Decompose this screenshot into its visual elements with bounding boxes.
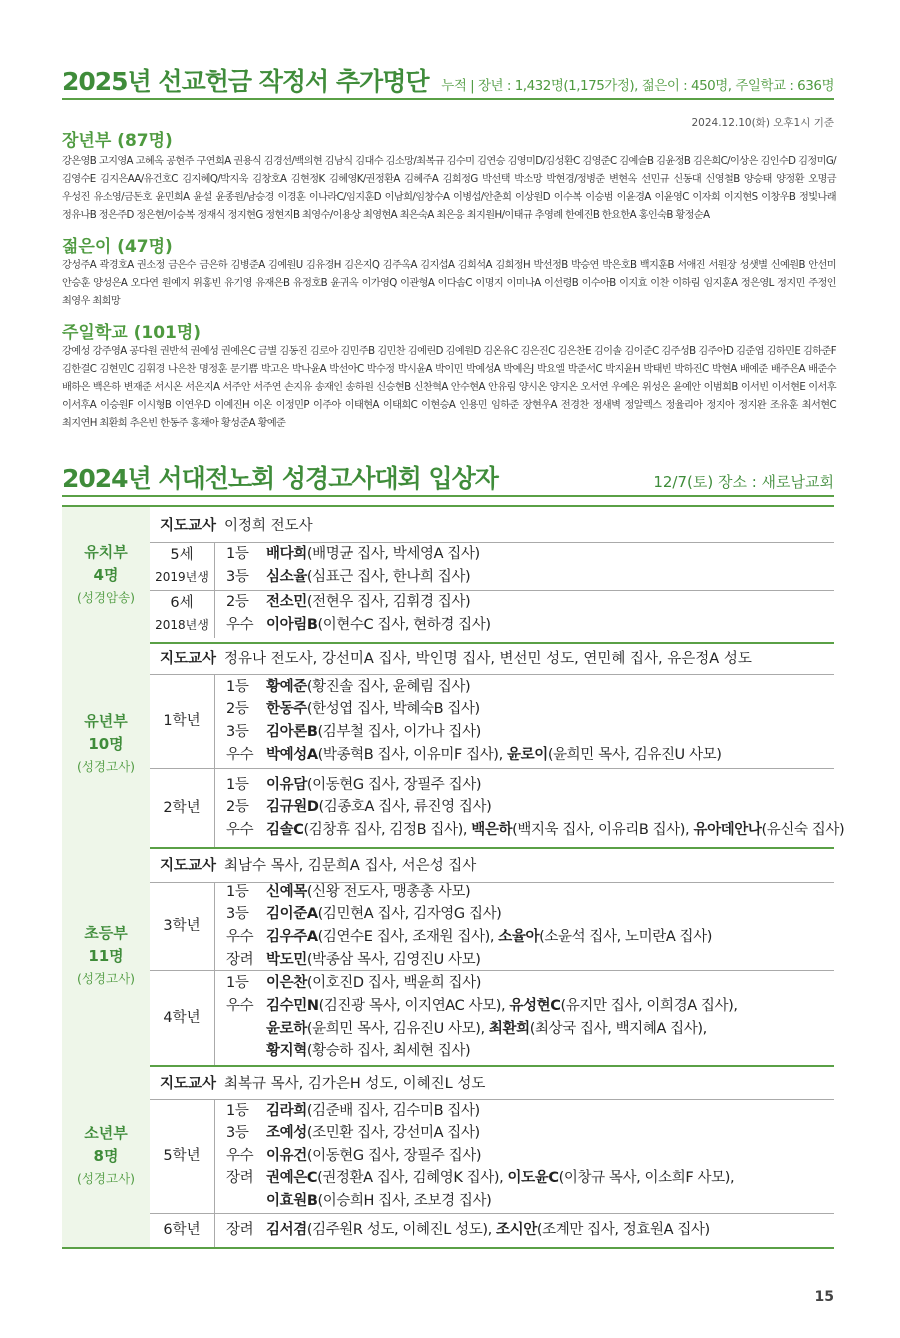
section1-header — [62, 58, 834, 100]
leader-row — [150, 640, 834, 675]
winner-parents: (윤희민 목사, 김유진U 사모), — [306, 1020, 489, 1037]
leader-row — [150, 847, 834, 883]
award-rank: 우수 — [226, 997, 254, 1014]
dept-block — [62, 847, 834, 1067]
grade-row — [150, 1213, 834, 1247]
dept-type: (성경고사) — [76, 758, 136, 774]
award-winners — [266, 1219, 710, 1242]
winner-name: 유아데안나 — [693, 821, 762, 838]
winner-name: 김규원D — [266, 799, 319, 816]
award-rank: 1등 — [226, 883, 249, 900]
dept-name: 유치부 — [84, 542, 128, 561]
dept-count: 4명 — [93, 565, 119, 584]
winner-name: 박도민 — [266, 951, 307, 968]
dept-label-cell — [62, 847, 150, 1065]
winner-name: 신예목 — [266, 883, 307, 900]
leader-names: 최남수 목사, 김문희A 집사, 서은성 집사 — [224, 858, 477, 874]
award-line — [226, 972, 834, 995]
winner-parents: (김진광 목사, 이지연AC 사모), — [318, 997, 510, 1014]
leader-label: 지도교사 — [160, 518, 217, 534]
award-winners — [266, 1190, 491, 1213]
award-rank — [226, 1190, 266, 1213]
winner-parents: (황진솔 집사, 윤혜림 집사) — [306, 678, 471, 695]
leader-cell — [160, 507, 313, 542]
section2-subtitle: 12/7(토) 장소 : 새로남교회 — [653, 473, 834, 491]
winner-name: 김우주A — [266, 929, 318, 945]
award-rank: 장려 — [226, 1221, 254, 1238]
award-rank: 1등 — [226, 1102, 249, 1119]
group-title-adult: 장년부 (87명) — [62, 131, 173, 151]
winner-parents: (이현수C 집사, 현하경 집사) — [317, 617, 491, 633]
winner-name: 이도윤C — [507, 1170, 559, 1187]
award-winners — [266, 1100, 480, 1123]
grade-cell — [150, 1213, 215, 1247]
dept-name: 소년부 — [84, 1124, 128, 1142]
winner-name: 이은찬 — [266, 975, 307, 992]
winner-parents: (신왕 전도사, 맹총총 사모) — [306, 883, 471, 900]
award-rank: 우수 — [226, 617, 254, 633]
winner-name: 권예은C — [266, 1170, 318, 1187]
winner-name: 이아림B — [266, 617, 318, 633]
winner-name: 이유건 — [266, 1147, 307, 1164]
group-title-sunday-school: 주일학교 (101명) — [62, 323, 202, 343]
award-line — [226, 1190, 834, 1213]
winner-parents: (김연수E 집사, 조재원 집사), — [317, 929, 499, 945]
grade-label: 3학년 — [163, 918, 201, 934]
winner-parents: (이동현G 집사, 장필주 집사) — [306, 1147, 482, 1164]
winner-name: 윤로하 — [266, 1020, 307, 1037]
award-winners — [266, 591, 470, 614]
award-rank: 3등 — [226, 724, 249, 740]
award-winners — [266, 1167, 734, 1190]
group-names-youth: 강성주A 곽경호A 권소정 금은수 금은하 김병준A 김예원U 김유경H 김은지Q 김주옥A 김지섭A 김희석A 김희정H 박선정B 박승연 박은호B 백지훈B 서애진 서원장 성샛별 신예원B 안선미 안승훈 양성은A 오다연 원예지 위홍빈 유기영 유재은B 유정호B 윤귀옥 이가영Q 이관형A 이다솜C 이명지 이미나A 이선령B 이수아B 이지효 이찬 이하림 임지훈A 정은영L 정지민 주정인 최영우 최희망 — [62, 260, 836, 307]
award-line — [226, 676, 834, 699]
winner-name: 황지혁 — [266, 1043, 307, 1060]
award-line — [226, 796, 834, 819]
grade-birth-year: 2018년생 — [155, 618, 209, 632]
award-rank: 우수 — [226, 746, 254, 763]
leader-cell — [160, 1065, 485, 1099]
award-line — [226, 1018, 834, 1041]
award-line — [226, 543, 834, 566]
group-names-sunday-school: 강예성 강주영A 공다원 권반석 권예성 권예은C 금별 김동진 김로아 김민주B 김민찬 김예린D 김예원D 김온유C 김은진C 김은찬E 김이솔 김이준C 김주성B 김주아D 김준엽 김하민E 김하준F 김한결C 김현민C 김휘경 나은찬 명정훈 문기쁨 박고은 박나윤A 박선아C 박수정 박시윤A 박이민 박예성A 박예은J 박요엘 박준서C 박지윤H 박태빈 박하진C 박현A 배예준 배주은A 배준수 배하은 백은하 변재준 서시온 서은지A 서주안 서주연 손지유 송재인 송하원 신승현B 신찬혁A 안수현A 안유림 양시온 양지온 오서연 우예은 위성은 윤예안 이범희B 이서빈 이서현E 이서후 이서후A 이승원F 이시형B 이연우D 이예진H 이온 이정민P 이주아 이태현A 이태희C 이현승A 인용민 임하준 장현우A 전경찬 정새벽 정알렉스 정율리아 정지아 정지완 조유훈 최서현C 최지연H 최환희 추은빈 한동주 홍채아 황성준A 황예준 — [62, 346, 836, 429]
award-winners — [266, 676, 470, 699]
award-line — [226, 926, 834, 949]
grade-row — [150, 882, 834, 971]
section1-summary: 누적 | 장년 : 1,432명(1,175가정), 젊은이 : 450명, 주일학교 : 636명 — [441, 78, 834, 94]
award-winners — [266, 543, 480, 566]
grade-cell — [150, 970, 215, 1065]
leader-label: 지도교사 — [160, 1075, 217, 1092]
grade-cell — [150, 882, 215, 970]
awards-cell — [226, 1099, 834, 1213]
award-rank: 3등 — [226, 1125, 249, 1142]
winner-name: 김수민N — [266, 997, 319, 1014]
awards-cell — [226, 768, 845, 847]
award-line — [226, 1145, 834, 1168]
dept-label-cell — [62, 507, 150, 642]
awards-cell — [226, 882, 834, 970]
award-winners — [266, 698, 480, 721]
dept-name: 초등부 — [84, 924, 128, 942]
award-rank: 2등 — [226, 799, 249, 816]
winner-name: 심소율 — [266, 569, 307, 585]
leader-names: 최복규 목사, 김가은H 성도, 이혜진L 성도 — [224, 1075, 486, 1092]
award-winners — [266, 1145, 481, 1168]
grade-label: 1학년 — [163, 713, 201, 729]
award-rank: 2등 — [226, 594, 249, 611]
winner-parents: (이호진D 집사, 백윤희 집사) — [306, 975, 482, 992]
grade-label: 5학년 — [163, 1148, 201, 1164]
winner-parents: (박종삼 목사, 김영진U 사모) — [306, 951, 481, 968]
grade-birth-year: 2019년생 — [155, 570, 209, 584]
winner-parents: (김주원R 성도, 이혜진L 성도), — [306, 1221, 497, 1238]
award-line — [226, 995, 834, 1018]
award-rank: 3등 — [226, 906, 249, 923]
leader-cell — [160, 847, 476, 882]
winner-parents: (심표근 집사, 한나희 집사) — [306, 569, 471, 585]
award-winners — [266, 1040, 470, 1063]
grade-label: 6학년 — [163, 1222, 201, 1238]
dept-label-cell — [62, 640, 150, 847]
leader-label: 지도교사 — [160, 858, 217, 874]
dept-type: (성경고사) — [76, 1171, 136, 1186]
winner-parents: (조계만 집사, 정효원A 집사) — [536, 1221, 710, 1238]
award-rank: 1등 — [226, 975, 249, 992]
award-winners — [266, 881, 470, 904]
award-rank: 2등 — [226, 701, 249, 718]
award-line — [226, 903, 834, 926]
dept-name: 유년부 — [84, 711, 128, 730]
award-winners — [266, 796, 491, 819]
winner-parents: (권정환A 집사, 김혜영K 집사), — [317, 1170, 508, 1187]
award-line — [226, 881, 834, 904]
award-line — [226, 1100, 834, 1123]
leader-cell — [160, 640, 752, 674]
grade-cell — [150, 1099, 215, 1213]
award-line — [226, 949, 834, 972]
grade-row — [150, 768, 845, 847]
winner-parents: (이승희H 집사, 조보경 집사) — [317, 1192, 492, 1209]
grade-row — [150, 674, 834, 769]
winner-name: 한동주 — [266, 701, 307, 718]
award-winners — [266, 744, 721, 767]
award-rank: 우수 — [226, 929, 254, 945]
winner-name: 황예준 — [266, 678, 307, 695]
award-winners — [266, 819, 844, 842]
leader-row — [150, 507, 834, 543]
winner-name: 김라희 — [266, 1102, 307, 1119]
winner-name: 조시안 — [496, 1221, 537, 1238]
award-line — [226, 1040, 834, 1063]
page-number: 15 — [814, 1289, 834, 1305]
winner-parents: (최상국 집사, 백지혜A 집사), — [529, 1020, 707, 1037]
award-winners — [266, 903, 501, 926]
leader-label: 지도교사 — [160, 650, 217, 667]
award-winners — [266, 949, 480, 972]
award-rank: 1등 — [226, 678, 249, 695]
section2-header — [62, 455, 834, 497]
award-winners — [266, 566, 470, 589]
award-line — [226, 721, 834, 744]
grade-label: 5세 — [170, 547, 194, 563]
dept-label-cell — [62, 1065, 150, 1247]
winner-parents: (김부철 집사, 이가나 집사) — [317, 724, 481, 740]
group-names-adult: 강은영B 고지영A 고혜옥 공현주 구연희A 권용식 김경선/백의현 김남식 김대수 김소망/최복규 김수미 김연승 김영미D/김성환C 김영준C 김예슬B 김윤정B 김은희C/이상은 김인수D 김정미G/김영수E 김지은AA/유건호C 김지혜Q/박지욱 김창호A 김현정K 김혜영K/권정환A 김혜주A 김희정G 박선택 박소망 박현경/정병준 변현옥 선민규 신동대 신영철B 양승태 양정환 오명금 우성진 유소영/금돈호 윤민희A 윤설 윤종원/남승경 이경훈 이나라C/임지훈D 이남희/임창수A 이병섭/안춘희 이상원D 이수복 이승범 이윤경A 이윤영C 이자희 이지현S 이창우B 정빛나래 정유나B 정은주D 정은현/이승복 정재식 정지현G 정현지B 최영수/이용상 최영현A 최은숙A 최은응 최지원H/이태규 추영례 한예진B 한요한A 홍인숙B 황정순A — [62, 156, 836, 221]
award-winners — [266, 614, 491, 637]
winner-parents: (김준배 집사, 김수미B 집사) — [306, 1102, 480, 1119]
award-rank: 장려 — [226, 1170, 254, 1187]
award-winners — [266, 1122, 480, 1145]
grade-row — [150, 1099, 834, 1214]
awards-cell — [226, 590, 834, 638]
section1-title: 2025년 선교헌금 작정서 추가명단 — [62, 67, 429, 96]
award-rank: 장려 — [226, 951, 254, 968]
winner-parents: (유신숙 집사) — [761, 821, 845, 838]
grade-cell — [150, 590, 215, 638]
award-line — [226, 1122, 834, 1145]
winner-parents: (박종혁B 집사, 이유미F 집사), — [317, 746, 507, 763]
dept-block — [62, 505, 834, 644]
award-rank — [226, 1040, 266, 1063]
award-winners — [266, 721, 481, 744]
winner-name: 소율아 — [498, 929, 540, 945]
dept-count: 10명 — [88, 734, 124, 753]
dept-block — [62, 640, 845, 849]
leader-row — [150, 1065, 834, 1100]
award-winners — [266, 926, 712, 949]
winner-parents: (이창규 목사, 이소희F 사모), — [558, 1170, 735, 1187]
award-rank: 우수 — [226, 821, 254, 838]
grade-row — [150, 970, 834, 1065]
dept-block — [62, 1065, 834, 1249]
winner-parents: (전현우 집사, 김휘경 집사) — [306, 594, 471, 611]
award-winners — [266, 972, 481, 995]
award-rank: 우수 — [226, 1147, 254, 1164]
winner-name: 박예성A — [266, 746, 318, 763]
winner-name: 배다희 — [266, 546, 307, 563]
winner-parents: (백지욱 집사, 이유리B 집사), — [512, 821, 694, 838]
dept-type: (성경암송) — [76, 589, 136, 605]
section2-title: 2024년 서대전노회 성경고사대회 입상자 — [62, 464, 498, 493]
dept-type: (성경고사) — [76, 971, 136, 986]
award-winners — [266, 774, 481, 797]
award-winners — [266, 995, 738, 1018]
award-rank: 1등 — [226, 776, 249, 793]
winner-name: 김아론B — [266, 724, 318, 740]
grade-cell — [150, 768, 215, 847]
winner-parents: (황승하 집사, 최세현 집사) — [306, 1043, 471, 1060]
award-line — [226, 566, 834, 589]
award-rank: 3등 — [226, 569, 249, 585]
winner-parents: (유지만 집사, 이희경A 집사), — [560, 997, 738, 1014]
award-rank: 1등 — [226, 546, 249, 563]
winner-parents: (이동현G 집사, 장필주 집사) — [306, 776, 482, 793]
winner-name: 김이준A — [266, 906, 318, 923]
winner-parents: (한성엽 집사, 박혜숙B 집사) — [306, 701, 480, 718]
winner-name: 조예성 — [266, 1125, 307, 1142]
grade-label: 4학년 — [163, 1009, 201, 1026]
grade-label: 6세 — [170, 595, 194, 611]
winner-parents: (김민현A 집사, 김자영G 집사) — [317, 906, 502, 923]
winner-parents: (배명균 집사, 박세영A 집사) — [306, 546, 480, 563]
winner-name: 김서겸 — [266, 1221, 307, 1238]
winner-name: 김솔C — [266, 821, 304, 838]
award-line — [226, 774, 834, 797]
winner-parents: (윤희민 목사, 김유진U 사모) — [547, 746, 722, 763]
leader-names: 정유나 전도사, 강선미A 집사, 박인명 집사, 변선민 성도, 연민혜 집사, 유은정A 성도 — [224, 650, 752, 667]
award-line — [226, 1167, 834, 1190]
leader-names: 이정희 전도사 — [224, 518, 313, 534]
awards-cell — [226, 542, 834, 590]
winner-parents: (소윤석 집사, 노미란A 집사) — [539, 929, 713, 945]
grade-row — [150, 542, 834, 591]
winner-name: 최환희 — [488, 1020, 530, 1037]
award-rank — [226, 1018, 266, 1041]
award-winners — [266, 1018, 707, 1041]
awards-cell — [226, 1213, 834, 1247]
grade-cell — [150, 674, 215, 768]
awards-cell — [226, 674, 834, 768]
award-line — [226, 744, 834, 767]
award-line — [226, 1219, 834, 1242]
awards-cell — [226, 970, 834, 1065]
winner-name: 윤로이 — [506, 746, 548, 763]
grade-row — [150, 590, 834, 638]
reference-time: 2024.12.10(화) 오후1시 기준 — [691, 117, 834, 129]
award-line — [226, 614, 834, 637]
winner-name: 전소민 — [266, 594, 307, 611]
grade-cell — [150, 542, 215, 590]
winner-name: 유성현C — [509, 997, 561, 1014]
winner-name: 백은하 — [471, 821, 513, 838]
award-line — [226, 591, 834, 614]
winner-name: 이효원B — [266, 1192, 318, 1209]
grade-label: 2학년 — [163, 799, 201, 816]
dept-count: 8명 — [93, 1147, 119, 1165]
award-line — [226, 698, 834, 721]
group-title-youth: 젊은이 (47명) — [62, 237, 173, 257]
winner-parents: (조민환 집사, 강선미A 집사) — [306, 1125, 480, 1142]
dept-count: 11명 — [88, 947, 124, 965]
award-line — [226, 819, 845, 842]
winner-parents: (김종호A 집사, 류진영 집사) — [318, 799, 492, 816]
winner-name: 이유담 — [266, 776, 307, 793]
winner-parents: (김창휴 집사, 김정B 집사), — [303, 821, 472, 838]
